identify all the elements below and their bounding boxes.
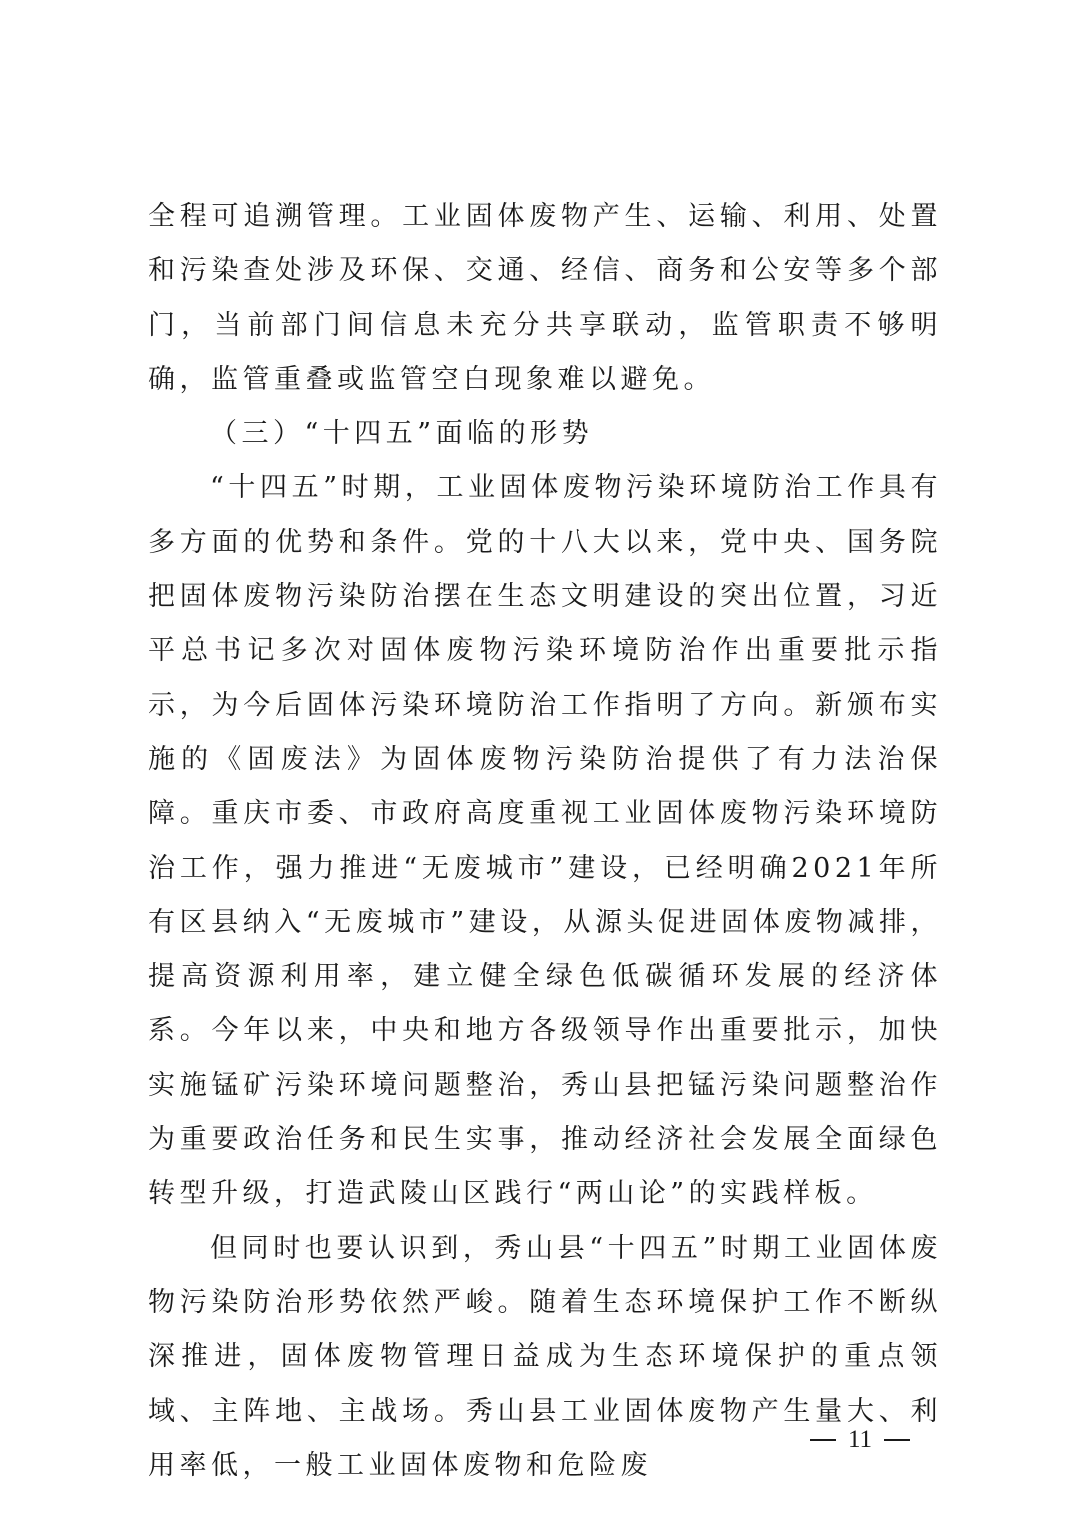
paragraph-body: “十四五”时期，工业固体废物污染环境防治工作具有多方面的优势和条件。党的十八大以来，党中央、国务院把固体废物污染防治摆在生态文明建设的突出位置，习近平总书记多次对固体废物污染环境防治作出重要批示指示，为今后固体污染环境防治工作指明了方向。新颁布实施的《固废法》为固体废物污染防治提供了有力法治保障。重庆市委、市政府高度重视工业固体废物污染环境防治工作，强力推进“无废城市”建设，已经明确2021年所有区县纳入“无废城市”建设，从源头促进固体废物减排，提高资源利用率，建立健全绿色低碳循环发展的经济体系。今年以来，中央和地方各级领导作出重要批示，加快实施锰矿污染环境问题整治，秀山县把锰污染问题整治作为重要政治任务和民生实事，推动经济社会发展全面绿色转型升级，打造武陵山区践行“两山论”的实践样板。 — [148, 472, 942, 1210]
paragraph-body: 但同时也要认识到，秀山县“十四五”时期工业固体废物污染防治形势依然严峻。随着生态环境保护工作不断纵深推进，固体废物管理日益成为生态环境保护的重点领域、主阵地、主战场。秀山县工业固体废物产生量大、利用率低，一般工业固体废物和危险废 — [148, 1232, 942, 1481]
paragraph-body: 全程可追溯管理。工业固体废物产生、运输、利用、处置和污染查处涉及环保、交通、经信、商务和公安等多个部门，当前部门间信息未充分共享联动，监管职责不够明确，监管重叠或监管空白现象难以避免。 — [148, 201, 942, 395]
dash-left-decoration — [810, 1439, 836, 1441]
page-footer — [800, 1420, 920, 1460]
document-body — [148, 190, 942, 1493]
section-heading: （三）“十四五”面临的形势 — [210, 418, 594, 450]
dash-right-decoration — [884, 1439, 910, 1441]
page-number: 11 — [847, 1426, 873, 1453]
